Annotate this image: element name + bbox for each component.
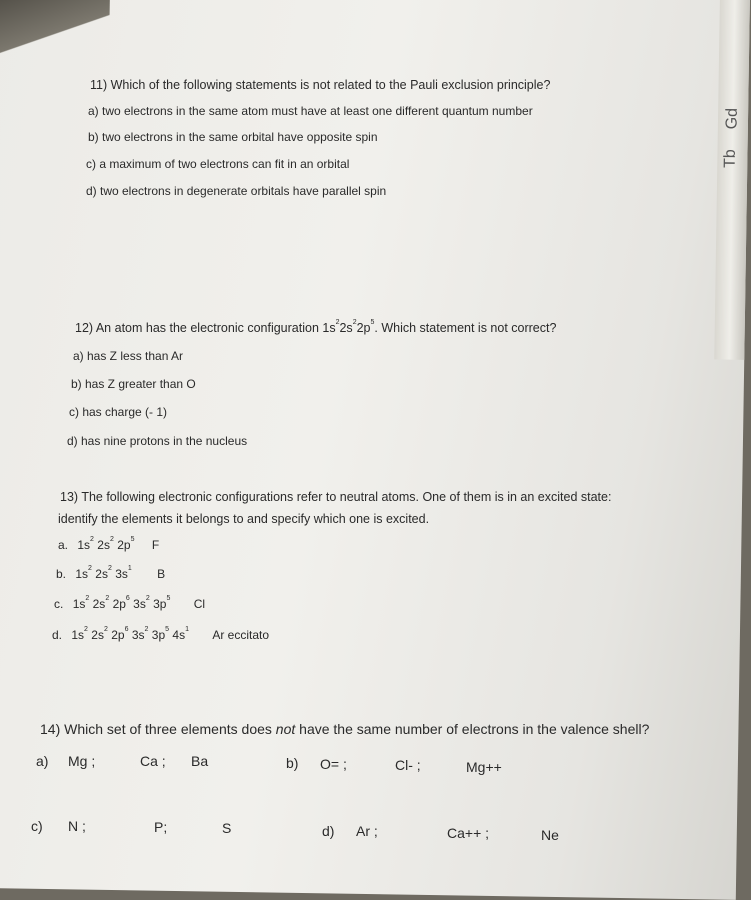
edge-text-gd: Gd [723, 107, 741, 130]
q11-question: 11) Which of the following statements is not related to the Pauli exclusion principle? [90, 78, 551, 92]
q14-question [40, 721, 649, 737]
q14-b-item-3: Mg++ [466, 759, 502, 775]
q11-option-b: b) two electrons in the same orbital have opposite spin [88, 130, 378, 144]
q14-c-item-1: N ; [68, 818, 86, 834]
q14-c-label: c) [31, 818, 43, 834]
q13-a-label: a. [58, 538, 69, 552]
q13-option-b [56, 567, 165, 581]
q14-c-item-3: S [222, 820, 232, 836]
q12-orb-2p: 2p [356, 321, 371, 335]
q14-d-item-1: Ar ; [356, 823, 378, 839]
q11-option-c: c) a maximum of two electrons can fit in an orbital [86, 157, 350, 171]
q14-question-post: have the same number of electrons in the valence shell? [295, 721, 650, 737]
q13-b-config: $1s^2$ $2s^2$ $3s^1$ [75, 565, 132, 581]
q14-b-item-2: Cl- ; [395, 757, 421, 773]
q13-option-c [54, 597, 205, 611]
q13-d-element: Ar eccitato [212, 628, 270, 642]
q13-a-element: F [151, 538, 160, 552]
q12-option-b: b) has Z greater than O [71, 377, 196, 391]
q12-orb-2s: 2s [339, 321, 353, 335]
q12-option-c: c) has charge (- 1) [69, 405, 168, 419]
q14-b-label: b) [286, 755, 299, 771]
q12-sup-3: 5 [370, 319, 375, 326]
paper-corner-shadow [0, 0, 110, 60]
q14-a-item-2: Ca ; [140, 753, 166, 769]
q14-d-item-3: Ne [541, 827, 559, 843]
q13-b-label: b. [56, 567, 67, 581]
q14-a-item-1: Mg ; [68, 753, 96, 769]
q12-sup-2: 2 [352, 319, 357, 326]
q13-line-1: 13) The following electronic configurations refer to neutral atoms. One of them is in an excited state: [60, 490, 612, 504]
q12-question-pre: 12) An atom has the electronic configuration 1s [75, 321, 336, 335]
q13-d-label: d. [52, 628, 63, 642]
q13-d-config: $1s^2$ $2s^2$ $2p^6$ $3s^2$ $3p^5$ $4s^1$ [71, 626, 189, 642]
q13-c-element: Cl [193, 597, 206, 611]
q14-question-pre: 14) Which set of three elements does [40, 721, 276, 737]
q13-b-element: B [157, 567, 166, 581]
edge-text-tb: Tb [721, 149, 739, 169]
q13-c-config: $1s^2$ $2s^2$ $2p^6$ $3s^2$ $3p^5$ [72, 595, 171, 611]
q11-option-a: a) two electrons in the same atom must have at least one different quantum number [88, 104, 533, 118]
q14-d-label: d) [322, 823, 335, 839]
q12-question [75, 321, 556, 335]
q14-c-item-2: P; [154, 819, 168, 835]
periodic-table-edge [714, 0, 750, 360]
q12-question-post: . Which statement is not correct? [374, 321, 557, 335]
q14-b-item-1: O= ; [320, 756, 347, 772]
q14-question-em: not [275, 721, 296, 737]
q12-option-a: a) has Z less than Ar [73, 349, 184, 363]
q13-a-config: $1s^2$ $2s^2$ $2p^5$ [77, 536, 135, 552]
q14-a-item-3: Ba [191, 753, 209, 769]
q13-c-label: c. [54, 597, 64, 611]
q14-a-label: a) [36, 753, 49, 769]
q14-d-item-2: Ca++ ; [447, 825, 490, 841]
q12-option-d: d) has nine protons in the nucleus [67, 434, 248, 448]
q13-option-a [58, 538, 159, 552]
q11-option-d: d) two electrons in degenerate orbitals have parallel spin [86, 184, 387, 198]
q13-option-d [52, 628, 269, 642]
q13-line-2: identify the elements it belongs to and specify which one is excited. [58, 512, 430, 526]
q12-sup-1: 2 [335, 319, 340, 326]
